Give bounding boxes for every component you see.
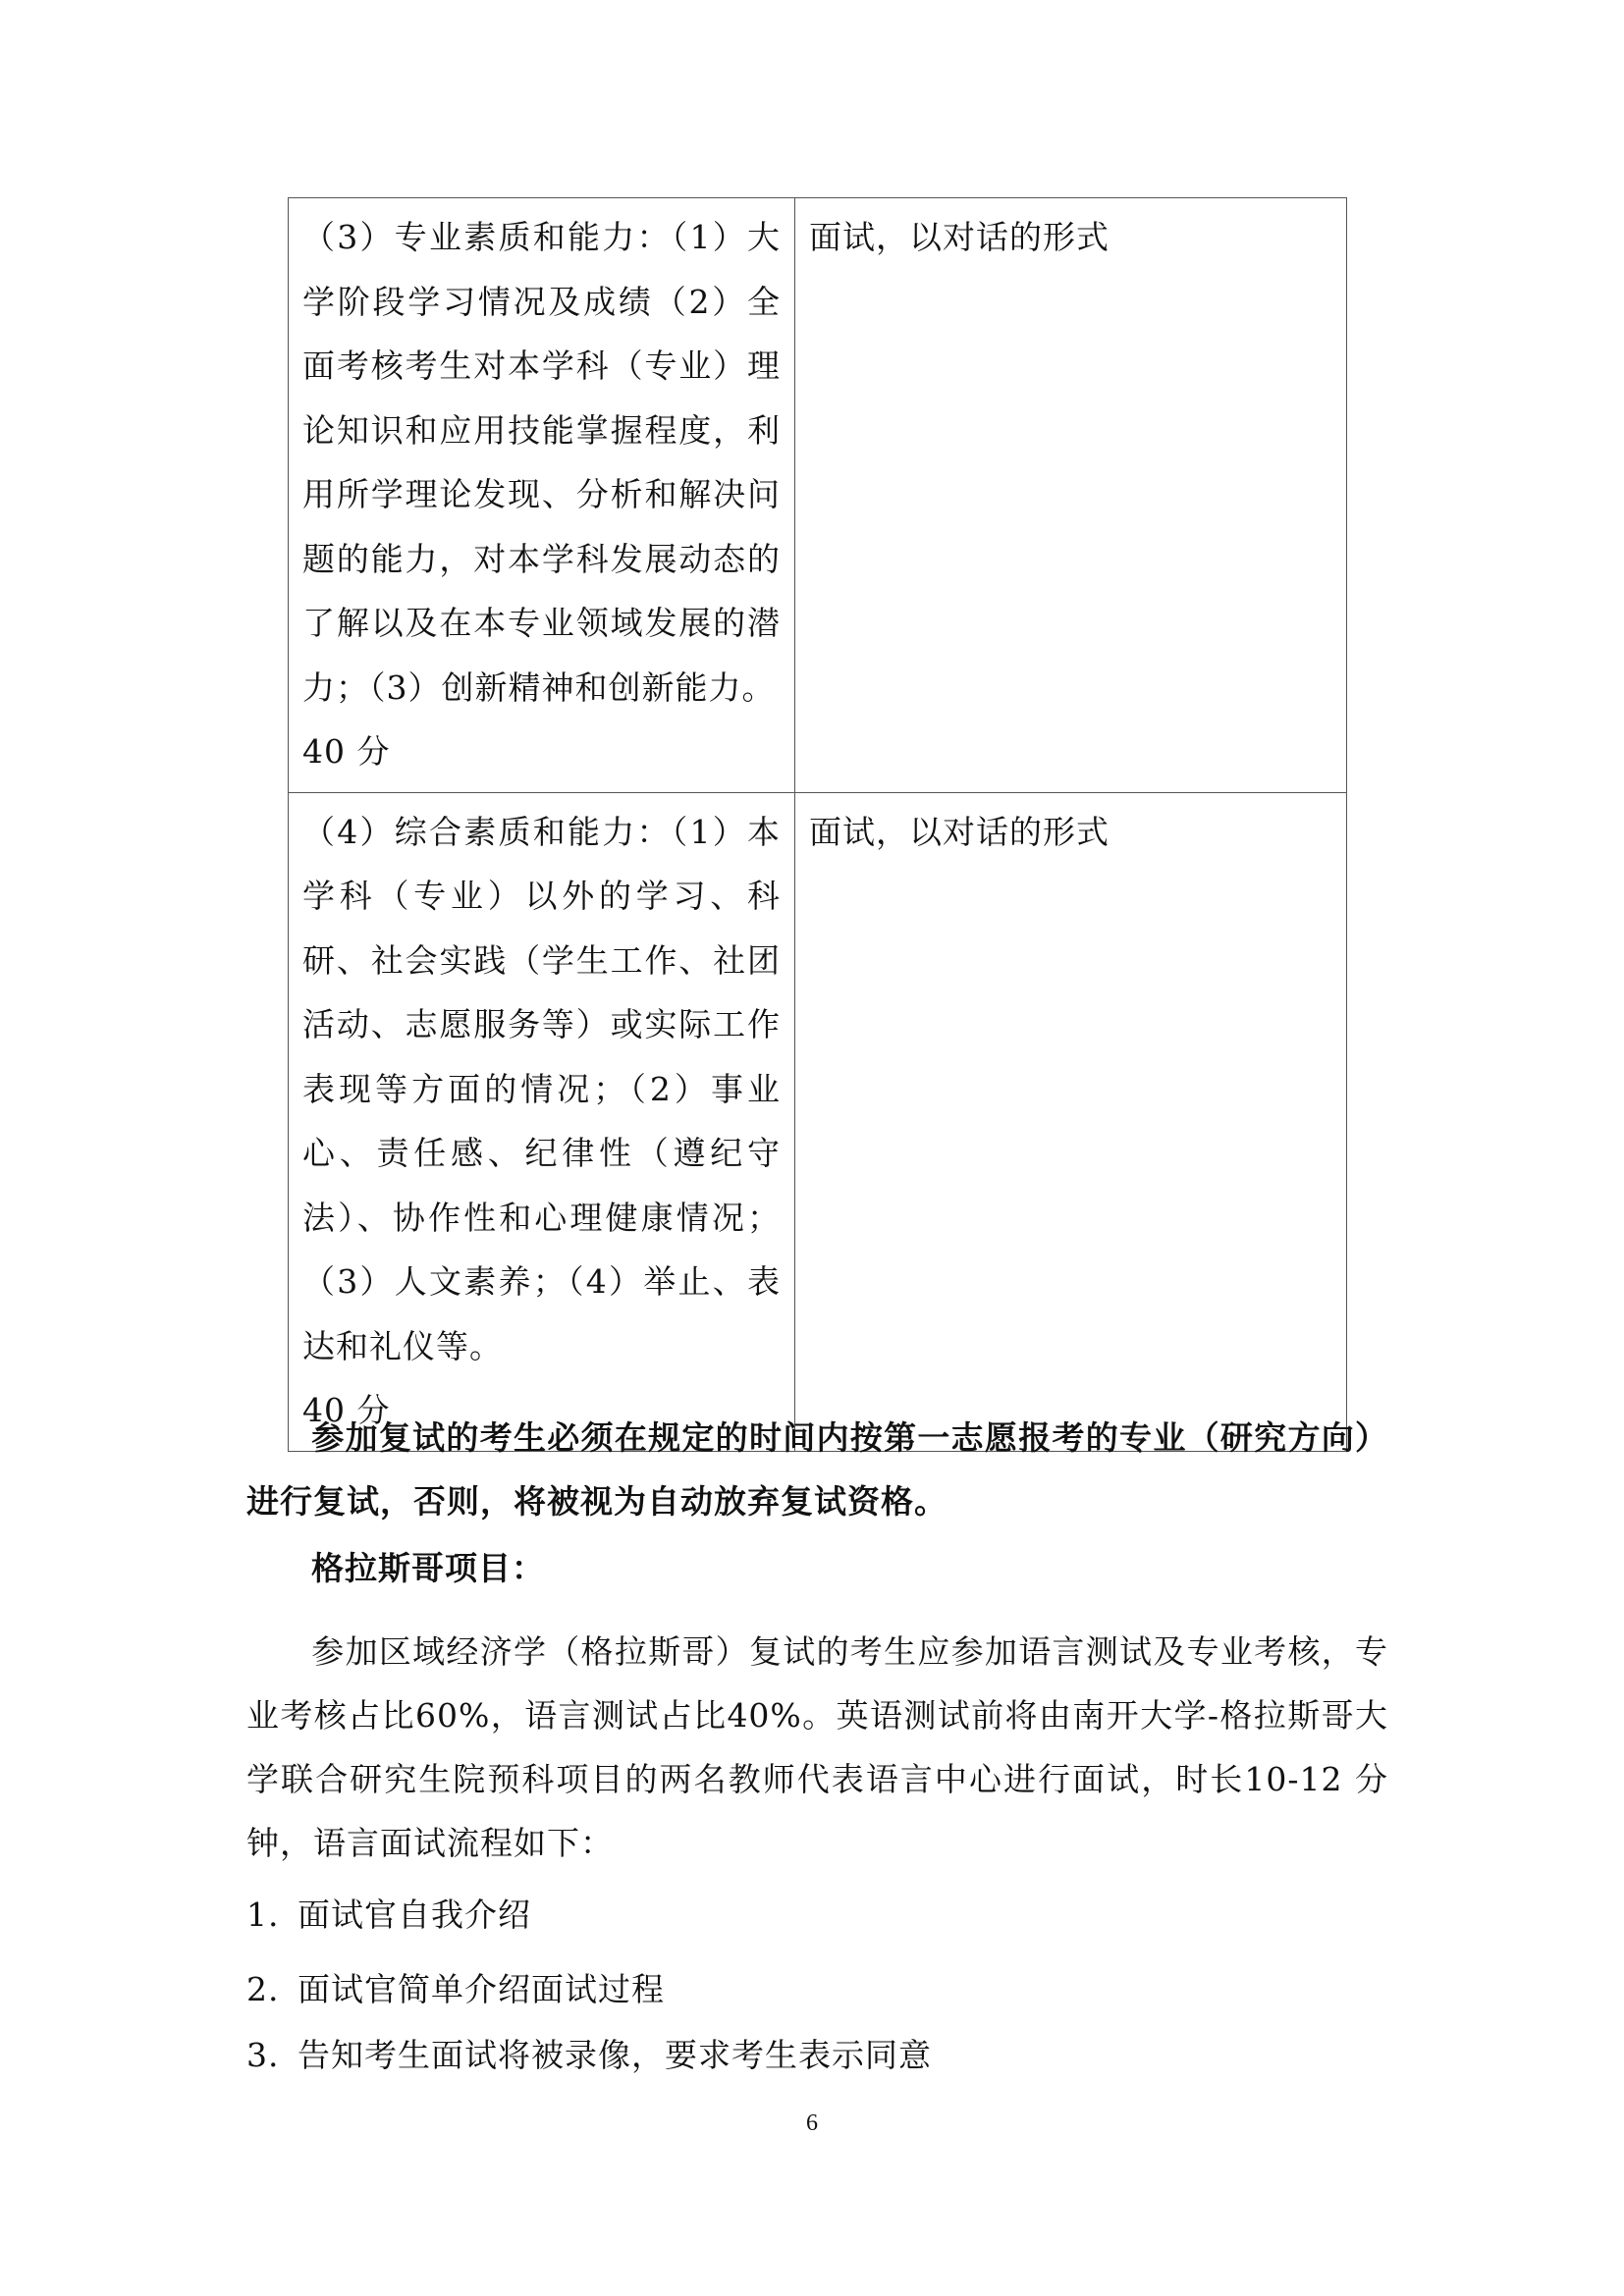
score-text: 40 分	[302, 732, 391, 771]
glasgow-body-text: 参加区域经济学（格拉斯哥）复试的考生应参加语言测试及专业考核，专业考核占比60%，语言测试占比40%。英语测试前将由南开大学-格拉斯哥大学联合研究生院预科项目的两名教师代表语言中心进行面试，时长10-12 分钟，语言面试流程如下：	[246, 1632, 1388, 1862]
table-row	[289, 792, 1347, 1451]
glasgow-paragraph	[246, 1620, 1388, 1875]
criteria-cell	[289, 792, 795, 1451]
method-cell: 面试，以对话的形式	[795, 792, 1347, 1451]
list-item	[246, 1890, 531, 1936]
method-cell: 面试，以对话的形式	[795, 198, 1347, 793]
glasgow-heading: 格拉斯哥项目：	[311, 1549, 545, 1587]
step-text: 面试官简单介绍面试过程	[298, 1970, 665, 2008]
page-number: 6	[806, 2110, 818, 2136]
criteria-text: （4）综合素质和能力：（1）本学科（专业）以外的学习、科研、社会实践（学生工作、社团活动、志愿服务等）或实际工作表现等方面的情况；（2）事业心、责任感、纪律性（遵纪守法）、协作性和心理健康情况；（3）人文素养；（4）举止、表达和礼仪等。	[302, 812, 781, 1365]
notice-text: 参加复试的考生必须在规定的时间内按第一志愿报考的专业（研究方向）进行复试，否则，将被视为自动放弃复试资格。	[246, 1418, 1388, 1521]
step-number: 3.	[246, 2036, 280, 2074]
evaluation-table	[288, 197, 1347, 1452]
notice-paragraph	[246, 1406, 1388, 1533]
list-item	[246, 1964, 665, 2010]
step-number: 1.	[246, 1896, 280, 1934]
score-text: 40 分	[302, 1391, 391, 1429]
list-item	[246, 2030, 932, 2076]
step-text: 面试官自我介绍	[298, 1896, 531, 1934]
step-number: 2.	[246, 1970, 280, 2008]
step-text: 告知考生面试将被录像，要求考生表示同意	[298, 2036, 932, 2074]
criteria-cell	[289, 198, 795, 793]
criteria-text: （3）专业素质和能力：（1）大学阶段学习情况及成绩（2）全面考核考生对本学科（专业）理论知识和应用技能掌握程度，利用所学理论发现、分析和解决问题的能力，对本学科发展动态的了解以及在本专业领域发展的潜力；（3）创新精神和创新能力。	[302, 218, 781, 707]
table-row	[289, 198, 1347, 793]
